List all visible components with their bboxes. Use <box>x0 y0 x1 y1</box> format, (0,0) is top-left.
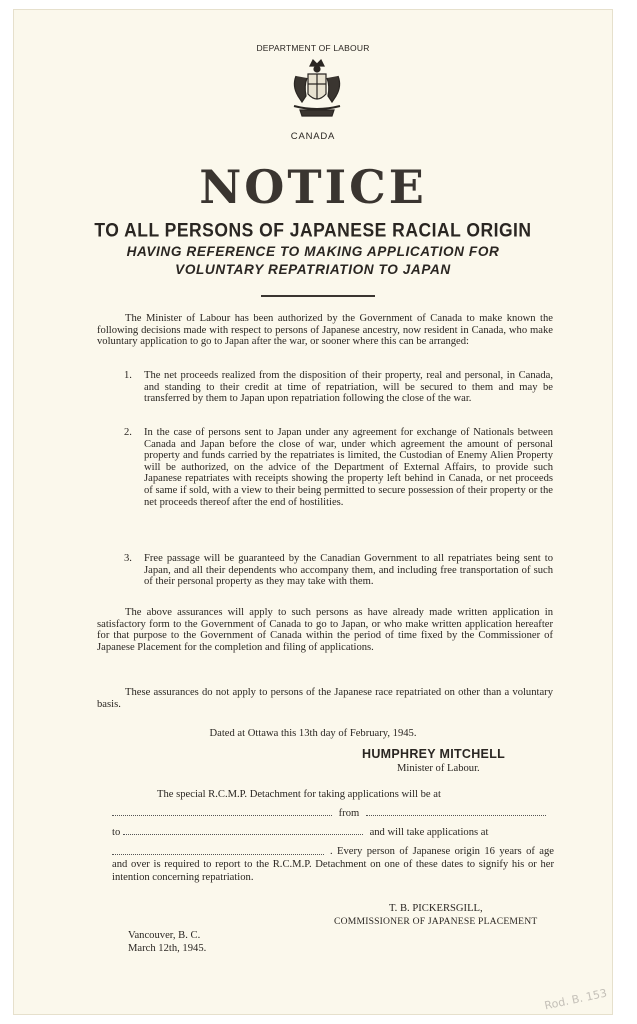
blank-field <box>366 807 546 816</box>
italic-heading-line-1: HAVING REFERENCE TO MAKING APPLICATION FOR <box>126 244 500 259</box>
notice-document <box>14 10 612 1014</box>
list-item <box>124 553 553 588</box>
item-text: Free passage will be guaranteed by the Canadian Government to all repatriates being sent to Japan, and all their dependents who accompany them, and including free transportation of such of their personal property as they may take with them. <box>144 553 553 588</box>
place-city: Vancouver, B. C. <box>128 930 201 941</box>
italic-heading-line-2: VOLUNTARY REPATRIATION TO JAPAN <box>175 262 451 277</box>
item-number: 3. <box>124 553 132 564</box>
and-take-label: and will take applications at <box>369 827 489 838</box>
minister-title: Minister of Labour. <box>397 763 480 774</box>
divider-rule <box>261 295 375 297</box>
item-text: The net proceeds realized from the disposition of their property, real and personal, in Canada, and standing to their credit at time of repatriation, will be secured to them and may be transferred by them to Japan upon repatriation following the close of the war. <box>144 370 553 405</box>
every-person-paragraph: . Every person of Japanese origin 16 years of age and over is required to report to the R.C.M.P. Detachment on one of these dates to signify his or her intention concerning repatriation. <box>112 846 554 884</box>
department-label: DEPARTMENT OF LABOUR <box>256 43 370 53</box>
commissioner-title: COMMISSIONER OF JAPANESE PLACEMENT <box>334 916 538 927</box>
blank-field <box>123 826 363 835</box>
list-item <box>124 427 553 508</box>
intro-paragraph: The Minister of Labour has been authorized by the Government of Canada to make known the following decisions made with respect to persons of Japanese ancestry, now resident in Canada, who make voluntary application to go to Japan after the war, or sooner where this can be arranged: <box>97 313 553 348</box>
from-line <box>112 807 546 819</box>
country-label: CANADA <box>290 131 336 142</box>
assurances-paragraph: The above assurances will apply to such persons as have already made written application in satisfactory form to the Government of Canada to go to Japan, or who make written application hereafter for that purpose to the Government of Canada within the period of time fixed by the Commissioner of Japanese Placement for the completion and filing of applications. <box>97 607 553 653</box>
to-label: to <box>112 827 121 838</box>
notice-title: NOTICE <box>199 160 427 214</box>
minister-name: HUMPHREY MITCHELL <box>362 747 506 761</box>
rcmp-line: The special R.C.M.P. Detachment for taking applications will be at <box>157 789 441 800</box>
not-apply-paragraph: These assurances do not apply to persons of the Japanese race repatriated on other than a voluntary basis. <box>97 687 553 710</box>
notice-subtitle: TO ALL PERSONS OF JAPANESE RACIAL ORIGIN <box>94 218 532 242</box>
place-date: March 12th, 1945. <box>128 943 207 954</box>
item-number: 2. <box>124 427 132 438</box>
from-label: from <box>338 808 360 819</box>
pencil-annotation: Rod. B. 153 <box>543 986 609 1013</box>
commissioner-name: T. B. PICKERSGILL, <box>389 903 483 914</box>
dated-line: Dated at Ottawa this 13th day of February, 1945. <box>209 728 417 739</box>
item-text: In the case of persons sent to Japan under any agreement for exchange of Nationals between Canada and Japan before the close of war, under which agreement the amount of personal property and funds carried by the repatriates is limited, the Custodian of Enemy Alien Property will be authorized, on the advice of the Department of External Affairs, to provide such Japanese repatriates with receipts showing the property left behind in Canada, or net proceeds of same if sold, with a view to their being permitted to secure possession of their property or the net proceeds thereof after the end of hostilities. <box>144 427 553 508</box>
list-item <box>124 370 553 405</box>
canadian-coat-of-arms-icon <box>288 56 346 122</box>
blank-field <box>112 807 332 816</box>
notice-italic-heading <box>14 243 612 279</box>
item-number: 1. <box>124 370 132 381</box>
to-line <box>112 826 488 838</box>
